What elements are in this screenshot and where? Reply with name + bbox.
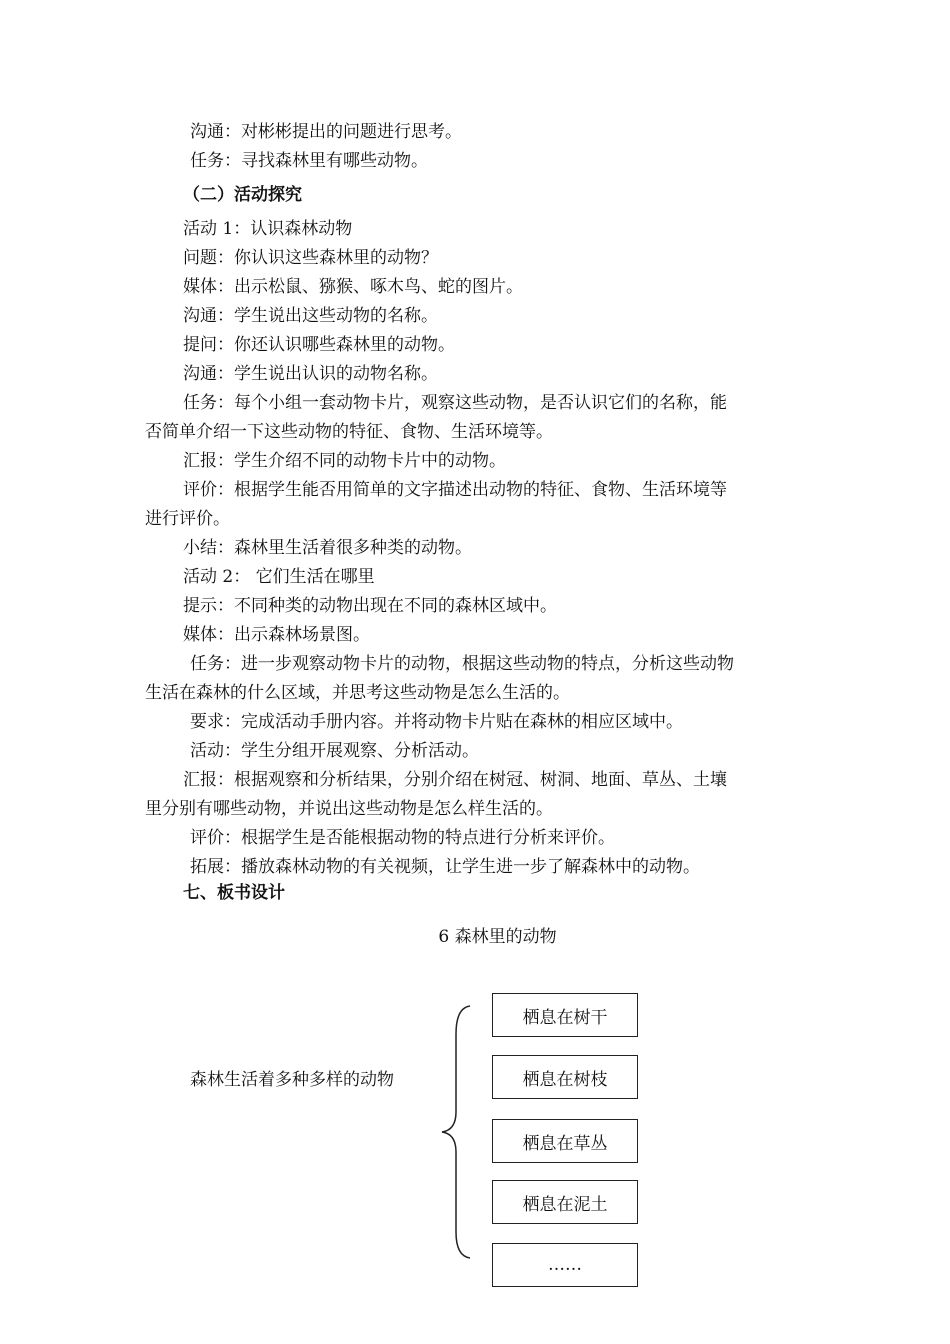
text-line: 进行评价。 bbox=[145, 509, 230, 529]
board-left-label: 森林生活着多种多样的动物 bbox=[190, 1070, 394, 1090]
text-line: 活动 2： 它们生活在哪里 bbox=[183, 567, 375, 587]
board-box: 栖息在树干 bbox=[492, 993, 638, 1037]
board-box: 栖息在草丛 bbox=[492, 1119, 638, 1163]
section-heading: 七、板书设计 bbox=[183, 883, 285, 903]
text-line: 拓展：播放森林动物的有关视频，让学生进一步了解森林中的动物。 bbox=[190, 857, 700, 877]
text-line: 评价：根据学生能否用简单的文字描述出动物的特征、食物、生活环境等 bbox=[183, 480, 727, 500]
text-line: 评价：根据学生是否能根据动物的特点进行分析来评价。 bbox=[190, 828, 615, 848]
text-line: 沟通：学生说出这些动物的名称。 bbox=[183, 306, 438, 326]
text-line: 任务：进一步观察动物卡片的动物，根据这些动物的特点，分析这些动物 bbox=[190, 654, 734, 674]
text-line: 任务：每个小组一套动物卡片，观察这些动物，是否认识它们的名称，能 bbox=[183, 393, 727, 413]
board-title: 6 森林里的动物 bbox=[438, 927, 557, 947]
text-line: 要求：完成活动手册内容。并将动物卡片贴在森林的相应区域中。 bbox=[190, 712, 683, 732]
text-line: 汇报：根据观察和分析结果，分别介绍在树冠、树洞、地面、草丛、土壤 bbox=[183, 770, 727, 790]
section-heading: （二）活动探究 bbox=[183, 185, 302, 205]
board-box: 栖息在泥土 bbox=[492, 1180, 638, 1224]
text-line: 生活在森林的什么区域，并思考这些动物是怎么生活的。 bbox=[145, 683, 570, 703]
text-line: 否简单介绍一下这些动物的特征、食物、生活环境等。 bbox=[145, 422, 553, 442]
text-line: 活动：学生分组开展观察、分析活动。 bbox=[190, 741, 479, 761]
text-line: 媒体：出示松鼠、猕猴、啄木鸟、蛇的图片。 bbox=[183, 277, 523, 297]
text-line: 活动 1：认识森林动物 bbox=[183, 219, 353, 239]
text-line: 小结：森林里生活着很多种类的动物。 bbox=[183, 538, 472, 558]
text-line: 媒体：出示森林场景图。 bbox=[183, 625, 370, 645]
text-line: 沟通：对彬彬提出的问题进行思考。 bbox=[190, 122, 462, 142]
text-line: 里分别有哪些动物，并说出这些动物是怎么样生活的。 bbox=[145, 799, 553, 819]
text-line: 问题：你认识这些森林里的动物？ bbox=[183, 248, 438, 268]
text-line: 提问：你还认识哪些森林里的动物。 bbox=[183, 335, 455, 355]
board-box: 栖息在树枝 bbox=[492, 1055, 638, 1099]
text-line: 提示：不同种类的动物出现在不同的森林区域中。 bbox=[183, 596, 557, 616]
text-line: 沟通：学生说出认识的动物名称。 bbox=[183, 364, 438, 384]
text-line: 任务：寻找森林里有哪些动物。 bbox=[190, 151, 428, 171]
board-box: …… bbox=[492, 1243, 638, 1287]
curly-brace-icon bbox=[436, 1000, 476, 1264]
text-line: 汇报：学生介绍不同的动物卡片中的动物。 bbox=[183, 451, 506, 471]
